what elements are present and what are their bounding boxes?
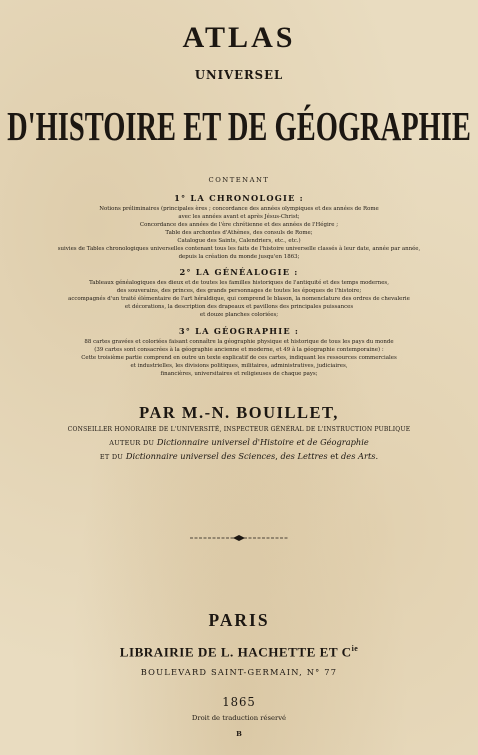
- author-work-2: [0, 452, 478, 461]
- author-title: CONSEILLER HONORAIRE DE L'UNIVERSITÉ, INSPECTEUR GÉNÉRAL DE L'INSTRUCTION PUBLIQUE: [67, 426, 411, 433]
- author-name: PAR M.-N. BOUILLET,: [139, 403, 339, 422]
- ornamental-rule: [190, 535, 288, 541]
- section-line: des souverains, des princes, des grands personnages de toutes les époques de l'histoire;: [116, 288, 362, 294]
- section-line: financières, universitaires et religieuses de chaque pays;: [160, 371, 318, 377]
- section-line: Concordance des années de l'ère chrétienne et des années de l'Hégire ;: [139, 222, 339, 228]
- title-atlas: ATLAS: [182, 20, 296, 54]
- section-line: Cette troisième partie comprend en outre un texte explicatif de ces cartes, indiquant les ressources commerciales: [81, 355, 397, 361]
- author-work-1: [0, 438, 478, 447]
- imprint-publisher: [0, 645, 478, 658]
- rights-notice: Droit de traduction réservé: [191, 714, 287, 722]
- work-title: des Lettres: [280, 451, 328, 461]
- section-line: accompagnés d'un traité élémentaire de l'art héraldique, qui comprend le blason, la nomenclature des ordres de chevalerie: [68, 296, 410, 302]
- section-heading-geographie: 3° LA GÉOGRAPHIE :: [178, 326, 300, 336]
- section-line: avec les années avant et après Jésus-Christ;: [178, 214, 300, 220]
- work-title: Dictionnaire universel des Sciences: [125, 451, 276, 461]
- section-heading-genealogie: 2° LA GÉNÉALOGIE :: [179, 267, 299, 277]
- work-end: .: [375, 451, 379, 461]
- section-heading-chronologie: 1° LA CHRONOLOGIE :: [174, 193, 304, 203]
- section-line: 88 cartes gravées et coloriées faisant connaître la géographie physique et historique de tous les pays du monde: [84, 339, 394, 345]
- work-title: des Arts: [341, 451, 376, 461]
- imprint-address: BOULEVARD SAINT-GERMAIN, N° 77: [140, 667, 338, 677]
- signature-mark: B: [236, 730, 242, 738]
- section-line: Tableaux généalogiques des dieux et de toutes les familles historiques de l'antiquité et des temps modernes,: [89, 280, 389, 286]
- section-line: Table des archontes d'Athènes, des consuls de Rome;: [165, 230, 313, 236]
- work-separator: et: [327, 451, 342, 461]
- author-work-prefix: ET DU: [99, 453, 124, 461]
- section-line: Notions préliminaires (principales ères ; concordance des années olympiques et des années de Rome: [99, 206, 379, 212]
- work-separator: ,: [275, 451, 281, 461]
- section-line: et douze planches coloriées;: [199, 312, 279, 318]
- publisher-name: LIBRAIRIE DE L. HACHETTE ET C: [119, 644, 352, 660]
- publisher-sup: ie: [351, 644, 359, 653]
- work-title: Dictionnaire universel d'Histoire et de Géographie: [156, 437, 369, 447]
- title-universel: UNIVERSEL: [194, 68, 284, 82]
- section-line: et décorations, la description des drapeaux et pavillons des principales puissances: [124, 304, 354, 310]
- section-line: et industrielles, les divisions politiques, militaires, administratives, judiciaires,: [130, 363, 348, 369]
- section-line: depuis la création du monde jusqu'en 1863;: [178, 254, 300, 260]
- contenant-label: CONTENANT: [208, 176, 270, 184]
- imprint-city: PARIS: [208, 610, 270, 630]
- section-line: suivies de Tables chronologiques universelles contenant tous les faits de l'histoire universelle classés à leur date, année par année,: [57, 246, 421, 252]
- section-line: (39 cartes sont consacrées à la géographie ancienne et moderne, et 49 à la géographie contemporaine) :: [94, 347, 384, 353]
- author-work-prefix: AUTEUR DU: [109, 439, 155, 447]
- section-line: Catalogue des Saints, Calendriers, etc., etc.): [177, 238, 301, 244]
- title-main: D'HISTOIRE ET DE GÉOGRAPHIE: [7, 105, 471, 151]
- imprint-year: 1865: [222, 695, 256, 709]
